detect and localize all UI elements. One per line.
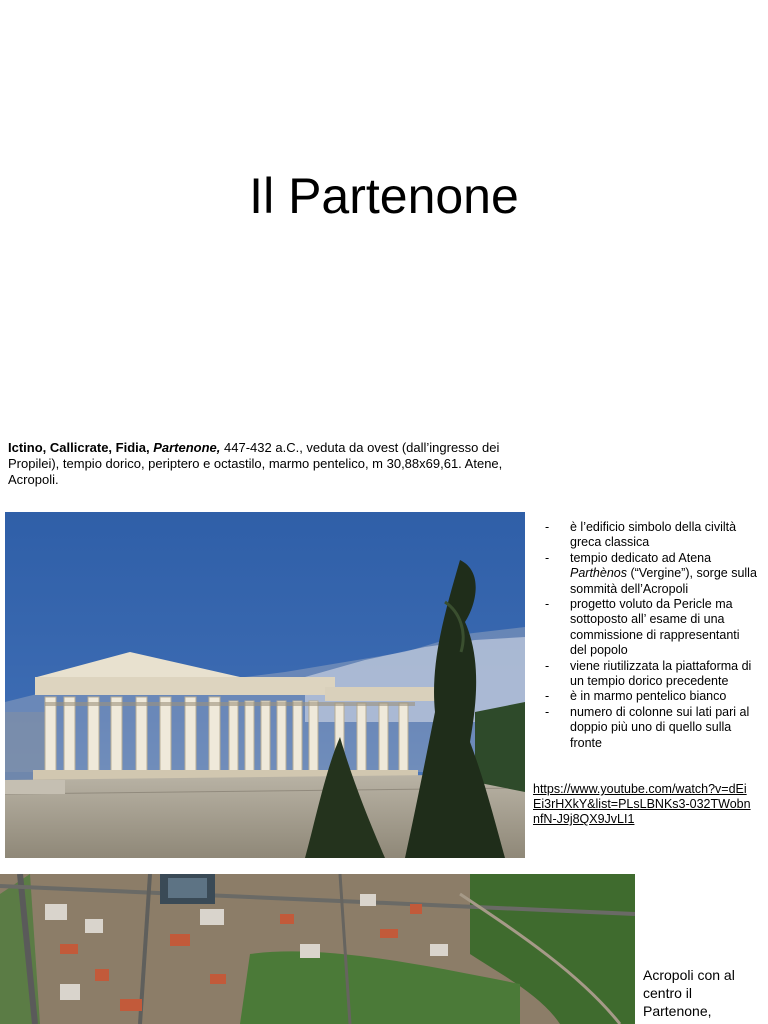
bullet-marker: - — [545, 520, 550, 534]
aerial-caption: Acropoli con al centro il Partenone, — [643, 967, 735, 1019]
parthenon-photo — [5, 512, 525, 858]
bullet-marker: - — [545, 689, 550, 704]
bullet-marker: - — [545, 658, 550, 673]
list-item: - è in marmo pentelico bianco — [545, 689, 727, 704]
bullet-marker: - — [545, 704, 550, 719]
bullet-marker: - — [545, 597, 550, 612]
list-item: - è l’edificio simbolo della civiltà greca classica — [545, 520, 737, 550]
artwork-caption — [8, 440, 508, 488]
bullet-marker: - — [545, 550, 550, 565]
aerial-photo — [0, 874, 635, 1024]
list-item: - viene riutilizzata la piattaforma di un tempio dorico precedente — [545, 658, 752, 689]
caption-work-title: Partenone, — [153, 440, 221, 455]
slide-title: Il Partenone — [249, 168, 519, 224]
facts-list — [544, 520, 758, 751]
caption-artists: Ictino, Callicrate, Fidia, — [8, 440, 150, 455]
caption-details: 447-432 a.C., veduta da ovest (dall’ingresso dei Propilei), tempio dorico, periptero e octastilo, marmo pentelico, m 30,88x69,61. Atene, Acropoli. — [8, 440, 503, 487]
list-item: - tempio dedicato ad Atena Parthènos (“Vergine”), sorge sulla sommità dell’Acropoli — [545, 550, 757, 596]
list-item: - progetto voluto da Pericle ma sottoposto all’ esame di una commissione di rappresentanti del popolo — [545, 597, 740, 658]
list-item: - numero di colonne sui lati pari al doppio più uno di quello sulla fronte — [545, 704, 750, 750]
youtube-link[interactable]: https://www.youtube.com/watch?v=dEiEi3rHXkY&list=PLsLBNKs3-032TWobnnfN-J9j8QX9JvLI1 — [533, 782, 751, 826]
